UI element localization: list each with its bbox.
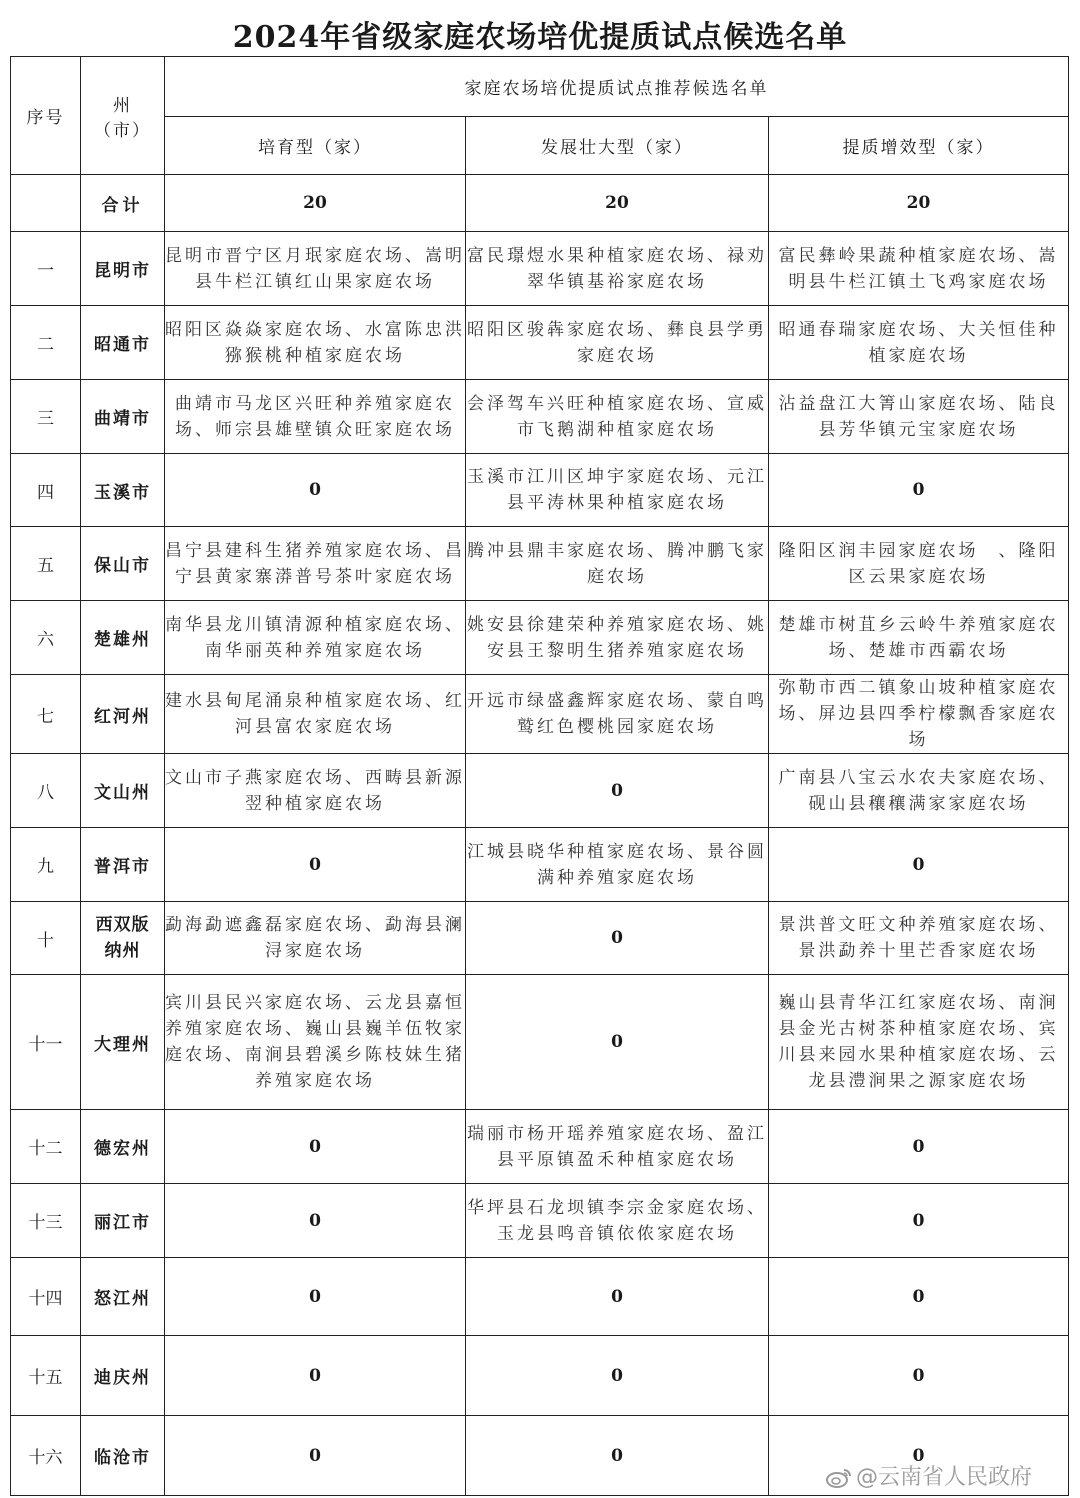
row-seq: 七	[11, 675, 81, 754]
candidate-table	[10, 56, 1069, 1496]
row-col1: 曲靖市马龙区兴旺种养殖家庭农场、师宗县雄壁镇众旺家庭农场	[165, 380, 466, 454]
row-city: 丽江市	[81, 1184, 165, 1258]
row-col2: 0	[466, 975, 769, 1110]
row-col3: 0	[769, 1110, 1069, 1184]
header-col3: 提质增效型（家）	[769, 117, 1069, 175]
table-row	[11, 1184, 1069, 1258]
table-row	[11, 527, 1069, 601]
header-city-line2: （市）	[94, 120, 151, 141]
row-col1: 0	[165, 1416, 466, 1496]
row-seq: 三	[11, 380, 81, 454]
row-col1: 0	[165, 454, 466, 527]
row-col1: 南华县龙川镇清源种植家庭农场、南华丽英种养殖家庭农场	[165, 601, 466, 675]
row-city: 保山市	[81, 527, 165, 601]
row-seq: 十五	[11, 1336, 81, 1416]
row-col2: 姚安县徐建荣种养殖家庭农场、姚安县王黎明生猪养殖家庭农场	[466, 601, 769, 675]
row-col2: 开远市绿盛鑫辉家庭农场、蒙自鸣鹫红色樱桃园家庭农场	[466, 675, 769, 754]
row-col2: 0	[466, 1336, 769, 1416]
row-col3: 楚雄市树苴乡云岭牛养殖家庭农场、楚雄市西霸农场	[769, 601, 1069, 675]
row-seq: 五	[11, 527, 81, 601]
row-col1: 昌宁县建科生猪养殖家庭农场、昌宁县黄家寨漭普号茶叶家庭农场	[165, 527, 466, 601]
row-col1: 勐海勐遮鑫磊家庭农场、勐海县澜浔家庭农场	[165, 902, 466, 975]
total-row	[11, 175, 1069, 232]
row-col1: 建水县甸尾涌泉种植家庭农场、红河县富农家庭农场	[165, 675, 466, 754]
row-col2: 腾冲县鼎丰家庭农场、腾冲鹏飞家庭农场	[466, 527, 769, 601]
row-city: 迪庆州	[81, 1336, 165, 1416]
row-col2: 0	[466, 902, 769, 975]
row-city: 文山州	[81, 754, 165, 828]
row-seq: 十二	[11, 1110, 81, 1184]
total-col3: 20	[769, 175, 1069, 232]
table-row	[11, 902, 1069, 975]
row-col3: 0	[769, 1416, 1069, 1496]
table-row	[11, 828, 1069, 902]
table-row	[11, 1336, 1069, 1416]
row-seq: 八	[11, 754, 81, 828]
header-city-line1: 州	[113, 95, 132, 116]
row-col3: 0	[769, 1184, 1069, 1258]
table-row	[11, 675, 1069, 754]
row-col2: 瑞丽市杨开瑶养殖家庭农场、盈江县平原镇盈禾种植家庭农场	[466, 1110, 769, 1184]
row-city: 玉溪市	[81, 454, 165, 527]
table-row	[11, 601, 1069, 675]
table-row	[11, 1258, 1069, 1336]
row-city: 普洱市	[81, 828, 165, 902]
row-col3: 0	[769, 454, 1069, 527]
header-col2: 发展壮大型（家）	[466, 117, 769, 175]
row-seq: 十四	[11, 1258, 81, 1336]
row-col1: 昆明市晋宁区月珉家庭农场、嵩明县牛栏江镇红山果家庭农场	[165, 232, 466, 306]
row-col2: 华坪县石龙坝镇李宗金家庭农场、玉龙县鸣音镇依侬家庭农场	[466, 1184, 769, 1258]
row-col3: 0	[769, 828, 1069, 902]
row-col1: 0	[165, 1336, 466, 1416]
row-col1: 0	[165, 1110, 466, 1184]
row-col2: 昭阳区骏犇家庭农场、彝良县学勇家庭农场	[466, 306, 769, 380]
row-seq: 二	[11, 306, 81, 380]
row-col2: 富民璟煜水果种植家庭农场、禄劝翠华镇基裕家庭农场	[466, 232, 769, 306]
row-city: 西双版纳州	[81, 902, 165, 975]
table-row	[11, 306, 1069, 380]
row-col3: 弥勒市西二镇象山坡种植家庭农场、屏边县四季柠檬飘香家庭农场	[769, 675, 1069, 754]
table-row	[11, 454, 1069, 527]
row-seq: 九	[11, 828, 81, 902]
row-col3: 隆阳区润丰园家庭农场 、隆阳区云果家庭农场	[769, 527, 1069, 601]
row-seq: 一	[11, 232, 81, 306]
header-row-2	[11, 117, 1069, 175]
row-col1: 宾川县民兴家庭农场、云龙县嘉恒养殖家庭农场、巍山县巍羊伍牧家庭农场、南涧县碧溪乡陈枝妹生猪养殖家庭农场	[165, 975, 466, 1110]
row-col3: 巍山县青华江红家庭农场、南涧县金光古树茶种植家庭农场、宾川县来园水果种植家庭农场、云龙县澧涧果之源家庭农场	[769, 975, 1069, 1110]
row-col2: 0	[466, 754, 769, 828]
row-col1: 0	[165, 1258, 466, 1336]
row-col2: 玉溪市江川区坤宇家庭农场、元江县平涛林果种植家庭农场	[466, 454, 769, 527]
total-col1: 20	[165, 175, 466, 232]
row-city: 红河州	[81, 675, 165, 754]
total-label: 合计	[81, 175, 165, 232]
table-row	[11, 232, 1069, 306]
row-col1: 0	[165, 1184, 466, 1258]
total-col2: 20	[466, 175, 769, 232]
row-col3: 景洪普文旺文种养殖家庭农场、景洪勐养十里芒香家庭农场	[769, 902, 1069, 975]
header-city	[81, 57, 165, 175]
header-seq: 序号	[11, 57, 81, 175]
row-col1: 文山市子燕家庭农场、西畴县新源翌种植家庭农场	[165, 754, 466, 828]
row-city: 曲靖市	[81, 380, 165, 454]
table-row	[11, 1110, 1069, 1184]
row-seq: 十六	[11, 1416, 81, 1496]
table-row	[11, 754, 1069, 828]
row-col3: 广南县八宝云水农夫家庭农场、砚山县穰穰满家家庭农场	[769, 754, 1069, 828]
header-group: 家庭农场培优提质试点推荐候选名单	[165, 57, 1069, 117]
header-col1: 培育型（家）	[165, 117, 466, 175]
row-col1: 0	[165, 828, 466, 902]
weibo-icon	[826, 1467, 852, 1489]
row-city: 昭通市	[81, 306, 165, 380]
row-col2: 0	[466, 1258, 769, 1336]
row-seq: 十一	[11, 975, 81, 1110]
table-row	[11, 975, 1069, 1110]
row-seq: 十	[11, 902, 81, 975]
row-city: 大理州	[81, 975, 165, 1110]
row-seq: 四	[11, 454, 81, 527]
row-col3: 沾益盘江大箐山家庭农场、陆良县芳华镇元宝家庭农场	[769, 380, 1069, 454]
total-seq-empty	[11, 175, 81, 232]
row-city: 昆明市	[81, 232, 165, 306]
row-col2: 会泽驾车兴旺种植家庭农场、宣威市飞鹅湖种植家庭农场	[466, 380, 769, 454]
row-col3: 富民彝岭果蔬种植家庭农场、嵩明县牛栏江镇土飞鸡家庭农场	[769, 232, 1069, 306]
row-city: 德宏州	[81, 1110, 165, 1184]
row-col2: 0	[466, 1416, 769, 1496]
row-col3: 0	[769, 1258, 1069, 1336]
row-city: 怒江州	[81, 1258, 165, 1336]
watermark-text: @云南省人民政府	[856, 1465, 1033, 1490]
row-city: 楚雄州	[81, 601, 165, 675]
page-title: 2024年省级家庭农场培优提质试点候选名单	[232, 20, 848, 55]
row-col3: 0	[769, 1336, 1069, 1416]
row-city: 临沧市	[81, 1416, 165, 1496]
row-col2: 江城县晓华种植家庭农场、景谷圆满种养殖家庭农场	[466, 828, 769, 902]
row-col1: 昭阳区焱焱家庭农场、水富陈忠洪猕猴桃种植家庭农场	[165, 306, 466, 380]
watermark	[826, 1460, 1076, 1490]
row-seq: 六	[11, 601, 81, 675]
table-row	[11, 380, 1069, 454]
row-col3: 昭通春瑞家庭农场、大关恒佳种植家庭农场	[769, 306, 1069, 380]
header-row-1	[11, 57, 1069, 117]
row-seq: 十三	[11, 1184, 81, 1258]
